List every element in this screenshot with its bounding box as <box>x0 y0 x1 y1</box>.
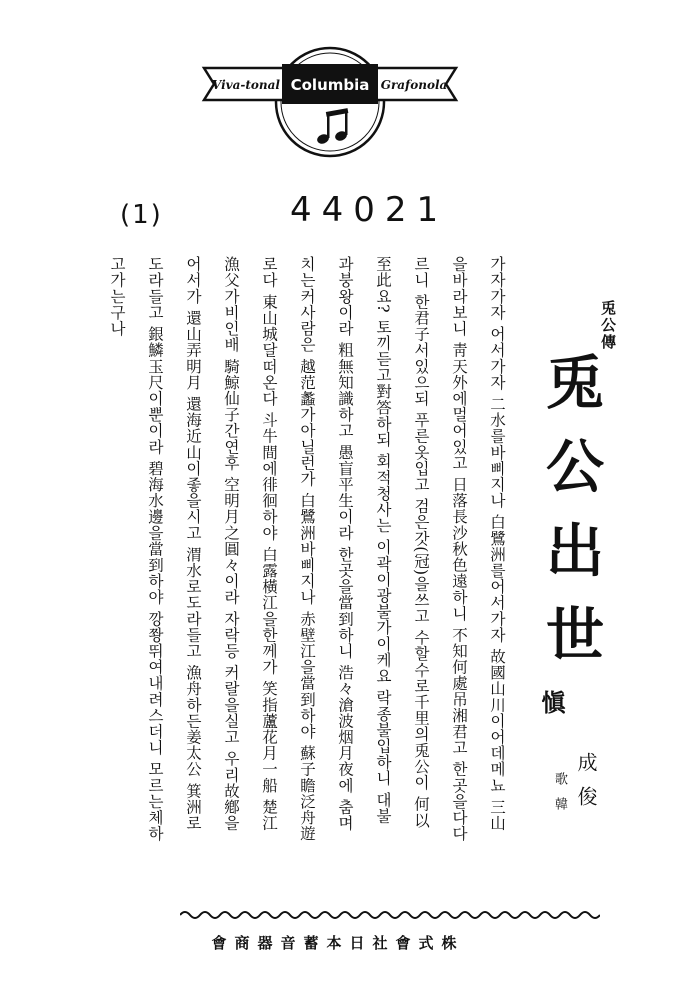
singer-name: 愼 <box>537 690 566 722</box>
logo-right-text: Grafonola <box>380 78 448 92</box>
lyric-line: 로다 東山城달떠온다 斗牛間에徘徊하야 白露橫江을한께가 笑指蘆花月一船 楚江 <box>260 256 278 832</box>
logo-center-text: Columbia <box>290 76 370 94</box>
main-title: 兎公出世 <box>536 352 604 688</box>
lyric-line: 치는커사람은 越范蠡가아닐런가 白鷺洲바삐지나 赤壁江을當到하야 蘇子瞻泛舟遊 <box>298 256 316 842</box>
lyric-line: 어서가 還山弄明月 還海近山이좋을시고 渭水로도라들고 漁舟하든姜太公 箕洲로 <box>184 256 202 832</box>
side-number: (1) <box>120 200 163 230</box>
credit-name: 成俊 <box>574 752 598 820</box>
lyrics-body <box>100 256 510 906</box>
lyric-line: 르니 한君子서있으되 푸른옷입고 검은갓(冠)을쓰고 수할수로千里의兎公이 何以 <box>412 256 430 829</box>
lyric-line: 과붕왕이라 粗無知識하고 愚盲平生이라 한곳을當到하니 浩々滄波烟月夜에 춤며 <box>336 256 354 832</box>
lyric-line: 가자가자 어서가자 二水를바삐지나 白鷺洲를어서가자 故國山川이어데메뇨 三山 <box>488 256 506 832</box>
subtitle: 兎公傳 <box>599 300 617 351</box>
lyric-line: 至此요? 토끼듣고對答하되 회적청사는 이곽이광불가이케요 락종불입하니 대불 <box>374 256 392 824</box>
columbia-logo <box>200 40 460 158</box>
lyric-line: 고가는구나 <box>108 256 126 337</box>
lyric-line: 을바라보니 靑天外에멀어있고 日落長沙秋色遠하니 不知何處吊湘君고 한곳을다다 <box>450 256 468 842</box>
music-note-icon <box>316 108 349 145</box>
credit-block <box>550 752 612 872</box>
logo-left-text: Viva-tonal <box>212 78 280 92</box>
lyric-line: 도라들고 銀鱗玉尺이뿐이라 碧海水邊을當到하야 깡쫭뛰여내려스더니 모르는체하 <box>146 256 164 842</box>
record-number: 44021 <box>290 190 449 230</box>
columbia-logo-graphic <box>200 40 460 158</box>
wavy-divider <box>180 908 600 922</box>
credit-role: 歌 韓 <box>552 772 567 815</box>
publisher-footer: 會商器音蓄本日社會式株 <box>211 934 465 952</box>
lyric-line: 漁父가비인배 騎鯨仙子간연후 空明月之圓々이라 자락등 커랄을실고 우리故鄕을 <box>222 256 240 832</box>
